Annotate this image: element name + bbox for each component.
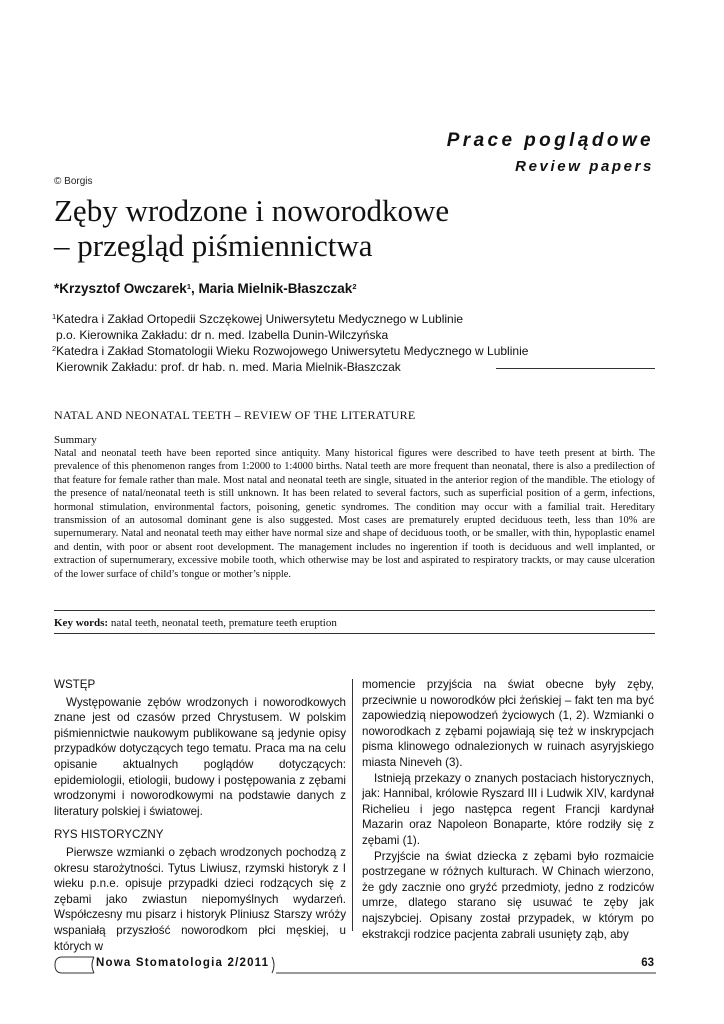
summary-label: Summary <box>54 434 97 446</box>
affiliations <box>52 311 612 375</box>
paragraph: momencie przyjścia na świat obecne były zęby, przeciwnie u noworodków płci żeńskiej – fakt ten ma być zapowiedzią niepowodzeń życiowych (1, 2). Wzmianki o noworodkach z zębami pojawiają się też w inskrypcjach pisma klinowego odnalezionych w ruinach asyryjskiego miasta Nineveh (3). <box>362 678 654 769</box>
author-name: *Krzysztof Owczarek <box>54 281 187 296</box>
affiliation-marker: 1 <box>52 312 57 321</box>
publisher-copyright: © Borgis <box>54 176 93 187</box>
author-separator: , <box>190 281 199 296</box>
section-heading-intro: WSTĘP <box>54 678 96 691</box>
body-column-right <box>362 677 654 942</box>
paragraph: Występowanie zębów wrodzonych i noworodkowych znane jest od czasów przed Chrystusem. W polskim piśmiennictwie naukowym publikowane są jedynie opisy przypadków dotyczących tego tematu. Praca ma na celu opisanie aktualnych poglądów dotyczących: epidemiologii, etiologii, budowy i postępowania z zębami wrodzonymi i noworodkowymi na podstawie danych z literatury polskiej i światowej. <box>54 695 346 818</box>
keywords-text: natal teeth, neonatal teeth, premature teeth eruption <box>108 617 337 629</box>
author-affiliation-marker: 1 <box>186 282 191 291</box>
affiliation-line <box>52 311 612 327</box>
article-title <box>54 193 654 263</box>
article-title-line-2: – przegląd piśmiennictwa <box>54 228 373 263</box>
section-title-polish: Prace poglądowe <box>446 130 654 151</box>
affiliation-text: Kierownik Zakładu: prof. dr hab. n. med. Maria Mielnik-Błaszczak <box>56 360 401 374</box>
journal-name: Nowa Stomatologia 2/2011 <box>96 957 270 969</box>
affiliation-marker: 2 <box>52 344 57 353</box>
summary-text: Natal and neonatal teeth have been reported since antiquity. Many historical figures were described to have teeth present at birth. The prevalence of this phenomenon ranges from 1:2000 to 1:4000 births. Natal teeth are more frequent than neonatal, there is also a predilection of that feature for female rather than male. Most natal and neonatal teeth are single, situated in the anterior region of the mandible. The etiology of the presence of natal/neonatal teeth is still unknown. It has been related to several factors, such as superficial position of a germ, infections, hormonal stimulation, environmental factors, poisoning, genetic syndromes. The condition may occur with a familial trait. Hereditary transmission of an autosomal dominant gene is also suggested. Most cases are prematurely erupted deciduous teeth, less than 10% are supernumerary. Natal and neonatal teeth may either have normal size and shape of deciduous tooth, or be smaller, with thin, hypoplastic enamel and dentin, with poor or absent root development. The management includes no ingerention if tooth is deciduous and well implanted, or extraction of supernumerary, excessive mobile tooth, which otherwise may be lost and aspirated to respiratory trackts, or may cause ulceration of the lower surface of child’s tongue or mother’s nipple. <box>54 448 655 580</box>
affiliation-text: Katedra i Zakład Ortopedii Szczękowej Uniwersytetu Medycznego w Lublinie <box>56 312 464 326</box>
affiliation-text: p.o. Kierownika Zakładu: dr n. med. Izabella Dunin-Wilczyńska <box>56 328 389 342</box>
affiliation-line <box>52 343 612 359</box>
english-title: NATAL AND NEONATAL TEETH – REVIEW OF THE LITERATURE <box>54 408 416 422</box>
paragraph: Pierwsze wzmianki o zębach wrodzonych pochodzą z okresu starożytności. Tytus Liwiusz, rzymski historyk z I wieku p.n.e. opisuje przypadki dzieci rodzących się z zębami jako zwiastun niepomyślnych wydarzeń. Współczesny mu pisarz i historyk Pliniusz Starszy wróży wspaniałą przyszłość noworodkom płci męskiej, u których w <box>54 845 346 953</box>
affiliation-text: Katedra i Zakład Stomatologii Wieku Rozwojowego Uniwersytetu Medycznego w Lublinie <box>56 344 529 358</box>
body-column-left <box>54 677 346 954</box>
keywords-label: Key words: <box>54 617 109 629</box>
author-affiliation-marker: 2 <box>352 282 357 291</box>
paragraph: Istnieją przekazy o znanych postaciach historycznych, jak: Hannibal, królowie Ryszard III i Ludwik XIV, kardynał Richelieu i jego następca regent Francji kardynał Mazarin oraz Napoleon Bonaparte, które rodziły się z zębami (1). <box>362 771 654 847</box>
affiliation-line <box>52 359 612 375</box>
column-divider <box>352 679 353 931</box>
page-number: 63 <box>641 957 654 969</box>
author-name: Maria Mielnik-Błaszczak <box>198 281 353 296</box>
section-heading-history: RYS HISTORYCZNY <box>54 828 164 842</box>
paragraph: Przyjście na świat dziecka z zębami było rozmaicie postrzegane w różnych kulturach. W Chinach wierzono, że gdy zacznie ono gryźć przedmioty, jedno z rodziców umrze, dlatego starano się usuwać te zęby jak najszybciej. Opisany został przypadek, w którym po ekstrakcji rodzice pacjenta zabrali usunięty ząb, aby <box>362 849 654 941</box>
section-title-english: Review papers <box>515 158 654 175</box>
keywords-bottom-rule <box>54 633 655 634</box>
article-title-line-1: Zęby wrodzone i noworodkowe <box>54 193 450 228</box>
keywords-top-rule <box>54 610 655 611</box>
keywords-line <box>54 617 337 629</box>
affiliation-line <box>52 327 612 343</box>
affiliation-divider <box>496 368 655 369</box>
authors-line <box>54 281 357 296</box>
